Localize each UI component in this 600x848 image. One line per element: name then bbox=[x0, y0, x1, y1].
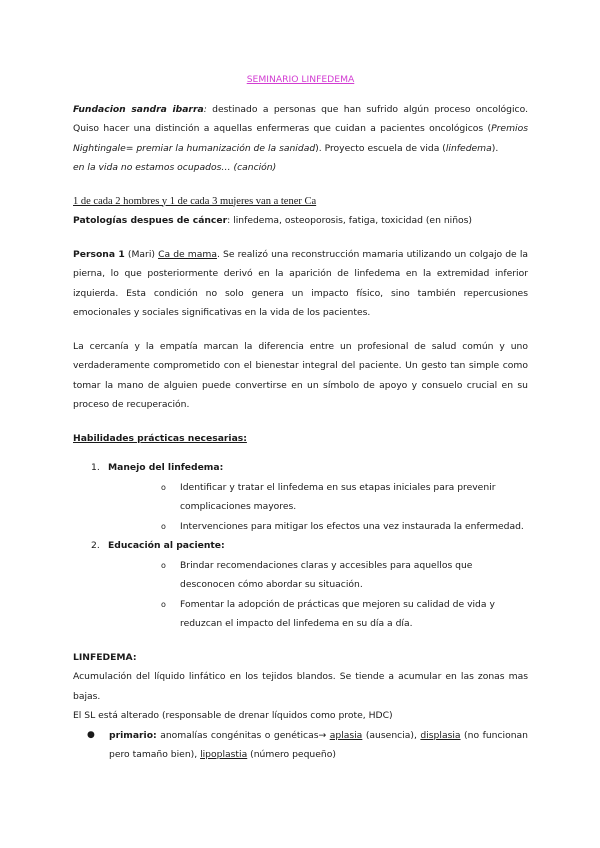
sublist bbox=[108, 478, 528, 537]
intro-text-1: destinado a personas que han sufrido algún proceso oncológico. Quiso hacer una distinción a aquellas enfermeras que cuidan a pacientes oncológicos ( bbox=[73, 103, 528, 134]
sublist-item bbox=[108, 556, 528, 595]
primario-text-2: (ausencia), bbox=[362, 729, 421, 741]
persona1-text: . Se realizó una reconstrucción mamaria utilizando un colgajo de la pierna, lo que posteriormente derivó en la aparición de linfedema en la extremidad inferior izquierda. Esta condición no solo genera un impacto físico, sino también repercusiones emocionales y sociales significativas en la vida de los pacientes. bbox=[73, 248, 528, 318]
sublist-item-text: Brindar recomendaciones claras y accesibles para aquellos que desconocen cómo abordar su situación. bbox=[180, 559, 473, 590]
document-title: SEMINARIO LINFEDEMA bbox=[246, 74, 355, 85]
intro-text-2: ). Proyecto escuela de vida ( bbox=[315, 142, 446, 154]
song-line: en la vida no estamos ocupados… (canción) bbox=[73, 162, 277, 173]
sublist-item-text: Identificar y tratar el linfedema en sus etapas iniciales para prevenir complicaciones mayores. bbox=[180, 481, 496, 512]
habilidad-item-2 bbox=[73, 536, 528, 634]
habilidad-item-1 bbox=[73, 458, 528, 536]
item-title: Educación al paciente: bbox=[108, 540, 225, 551]
persona1-label: Persona 1 bbox=[73, 248, 125, 260]
circle-bullet-icon: o bbox=[161, 482, 166, 492]
linfedema-line-1: Acumulación del líquido linfático en los tejidos blandos. Se tiende a acumular en las zonas mas bajas. bbox=[73, 671, 528, 702]
habilidades-list bbox=[73, 458, 528, 634]
intro-text-3: ). bbox=[491, 142, 499, 154]
intro-paragraph bbox=[73, 100, 528, 159]
patologias-text: : linfedema, osteoporosis, fatiga, toxicidad (en niños) bbox=[227, 215, 473, 226]
item-number: 2. bbox=[91, 540, 100, 551]
ca-mama-text: Ca de mama bbox=[158, 248, 217, 260]
item-number: 1. bbox=[91, 462, 100, 473]
circle-bullet-icon: o bbox=[161, 560, 166, 570]
sublist-item bbox=[108, 478, 528, 517]
sublist-item bbox=[108, 517, 528, 537]
displasia-term: displasia bbox=[420, 729, 461, 741]
sublist-item-text: Fomentar la adopción de prácticas que mejoren su calidad de vida y reduzcan el impacto del linfedema en su día a día. bbox=[180, 598, 495, 629]
persona1-name: (Mari) bbox=[124, 248, 159, 260]
intro-colon: : bbox=[203, 103, 207, 115]
persona1-paragraph bbox=[73, 245, 528, 323]
sublist-item-text: Intervenciones para mitigar los efectos una vez instaurada la enfermedad. bbox=[180, 520, 524, 532]
primario-text-1: anomalías congénitas o genéticas→ bbox=[156, 729, 330, 741]
aplasia-term: aplasia bbox=[329, 729, 363, 741]
habilidades-heading: Habilidades prácticas necesarias: bbox=[73, 432, 247, 444]
org-name: Fundacion sandra ibarra bbox=[73, 103, 204, 115]
primario-label: primario: bbox=[109, 729, 157, 741]
patologias-label: Patologías despues de cáncer bbox=[73, 215, 228, 226]
premios-text: Premios Nightingale= premiar la humanización de la sanidad bbox=[73, 123, 528, 154]
linfedema-heading: LINFEDEMA: bbox=[73, 651, 137, 663]
patologias-line bbox=[73, 211, 528, 231]
lipoplastia-term: lipoplastia bbox=[200, 749, 248, 760]
primario-text-4: (número pequeño) bbox=[247, 749, 336, 760]
linfedema-line-2: El SL está alterado (responsable de drenar líquidos como prote, HDC) bbox=[73, 710, 393, 721]
primario-item bbox=[73, 726, 528, 765]
item-title: Manejo del linfedema: bbox=[108, 462, 224, 473]
linfedema-word: linfedema bbox=[445, 142, 492, 154]
bullet-icon: ● bbox=[87, 729, 95, 740]
sublist bbox=[108, 556, 528, 634]
sublist-item bbox=[108, 595, 528, 634]
empathy-paragraph: La cercanía y la empatía marcan la diferencia entre un profesional de salud común y uno verdaderamente comprometido con el bienestar integral del paciente. Un gesto tan simple como tomar la mano de alguien puede convertirse en un símbolo de apoyo y consuelo crucial en su proceso de recuperación. bbox=[73, 340, 528, 410]
primario-text-3: (no funcionan pero tamaño bien), bbox=[109, 729, 528, 760]
document-page bbox=[73, 70, 528, 765]
linfedema-type-list bbox=[73, 726, 528, 765]
stats-line: 1 de cada 2 hombres y 1 de cada 3 mujeres van a tener Ca bbox=[73, 195, 317, 207]
circle-bullet-icon: o bbox=[161, 599, 166, 609]
circle-bullet-icon: o bbox=[161, 521, 166, 531]
